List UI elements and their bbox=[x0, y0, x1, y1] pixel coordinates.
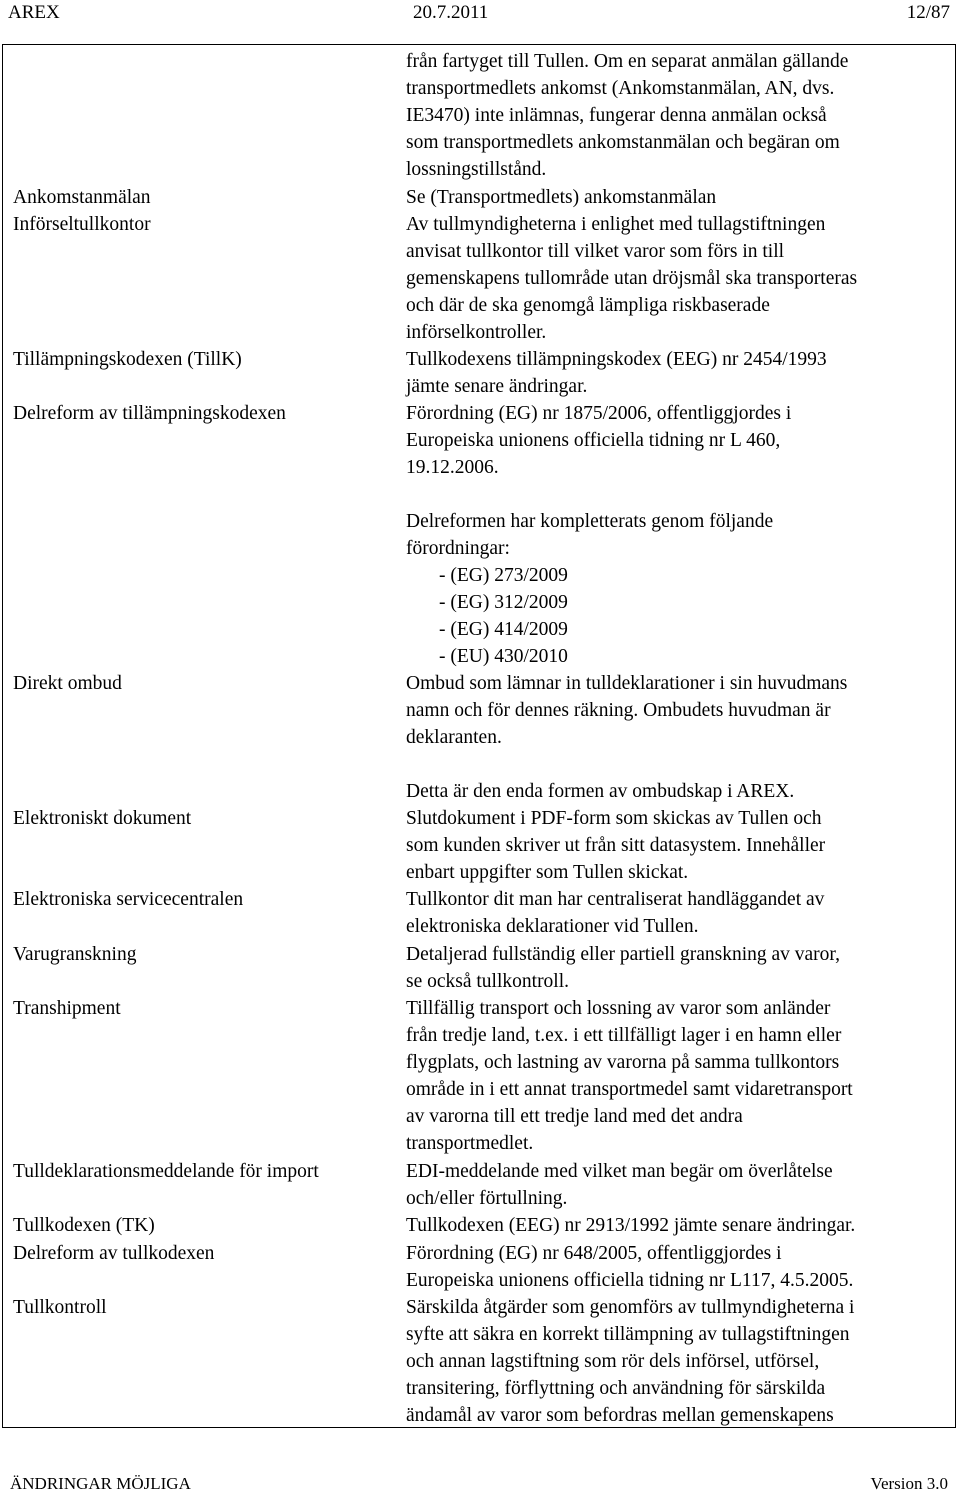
definition-line: Särskilda åtgärder som genomförs av tullmyndigheterna i bbox=[406, 1297, 855, 1318]
header-doc-name: AREX bbox=[8, 2, 60, 23]
definition-line: från tredje land, t.ex. i ett tillfälligt lager i en hamn eller bbox=[406, 1025, 842, 1046]
definition-line: Tullkontor dit man har centraliserat handläggandet av bbox=[406, 889, 825, 910]
definition-line: Av tullmyndigheterna i enlighet med tullagstiftningen bbox=[406, 214, 826, 235]
definition-line: Tillfällig transport och lossning av varor som anländer bbox=[406, 998, 831, 1019]
definition-line: av varorna till ett tredje land med det andra bbox=[406, 1106, 743, 1127]
definition-line: Ombud som lämnar in tulldeklarationer i sin huvudmans bbox=[406, 673, 848, 694]
definition-line: transitering, förflyttning och användning för särskilda bbox=[406, 1378, 826, 1399]
term: Tullkontroll bbox=[13, 1297, 107, 1318]
definition-line: jämte senare ändringar. bbox=[406, 376, 588, 397]
definition-line: EDI-meddelande med vilket man begär om överlåtelse bbox=[406, 1161, 833, 1182]
definition-line: Detta är den enda formen av ombudskap i AREX. bbox=[406, 781, 795, 802]
term: Transhipment bbox=[13, 998, 121, 1019]
definition-line: Förordning (EG) nr 648/2005, offentliggjordes i bbox=[406, 1243, 782, 1264]
term: Införseltullkontor bbox=[13, 214, 151, 235]
definition-line: förordningar: bbox=[406, 538, 510, 559]
definition-line: Tullkodexens tillämpningskodex (EEG) nr 2454/1993 bbox=[406, 349, 827, 370]
definition-line: IE3470) inte inlämnas, fungerar denna anmälan också bbox=[406, 105, 827, 126]
page-header bbox=[0, 2, 960, 24]
definition-line: 19.12.2006. bbox=[406, 457, 499, 478]
term: Varugranskning bbox=[13, 944, 137, 965]
definition-line: Europeiska unionens officiella tidning nr L 460, bbox=[406, 430, 781, 451]
definition-list-item: - (EG) 273/2009 bbox=[439, 565, 568, 586]
term: Tillämpningskodexen (TillK) bbox=[13, 349, 242, 370]
definition-line: från fartyget till Tullen. Om en separat anmälan gällande bbox=[406, 51, 849, 72]
definition-line: införselkontroller. bbox=[406, 322, 547, 343]
definition-line: deklaranten. bbox=[406, 727, 502, 748]
definition-line: och där de ska genomgå lämpliga riskbaserade bbox=[406, 295, 770, 316]
header-date: 20.7.2011 bbox=[413, 2, 489, 23]
definition-line: Europeiska unionens officiella tidning nr L117, 4.5.2005. bbox=[406, 1270, 854, 1291]
definition-line: lossningstillstånd. bbox=[406, 159, 547, 180]
term: Delreform av tillämpningskodexen bbox=[13, 403, 286, 424]
definition-line: som transportmedlets ankomstanmälan och begäran om bbox=[406, 132, 840, 153]
definition-line: syfte att säkra en korrekt tillämpning av tullagstiftningen bbox=[406, 1324, 850, 1345]
term: Delreform av tullkodexen bbox=[13, 1243, 215, 1264]
term: Elektroniskt dokument bbox=[13, 808, 192, 829]
definition-line: transportmedlets ankomst (Ankomstanmälan, AN, dvs. bbox=[406, 78, 835, 99]
definition-line: ändamål av varor som befordras mellan gemenskapens bbox=[406, 1405, 834, 1426]
footer-version: Version 3.0 bbox=[870, 1474, 948, 1493]
term: Tullkodexen (TK) bbox=[13, 1215, 155, 1236]
definition-line: som kunden skriver ut från sitt datasystem. Innehåller bbox=[406, 835, 826, 856]
footer-status: ÄNDRINGAR MÖJLIGA bbox=[10, 1474, 191, 1493]
definition-list-item: - (EU) 430/2010 bbox=[439, 646, 568, 667]
definition-line: och annan lagstiftning som rör dels införsel, utförsel, bbox=[406, 1351, 820, 1372]
definition-line: se också tullkontroll. bbox=[406, 971, 570, 992]
header-page-number: 12/87 bbox=[906, 2, 950, 23]
definition-line: anvisat tullkontor till vilket varor som förs in till bbox=[406, 241, 785, 262]
definition-line: Tullkodexen (EEG) nr 2913/1992 jämte senare ändringar. bbox=[406, 1215, 856, 1236]
definition-line: Förordning (EG) nr 1875/2006, offentliggjordes i bbox=[406, 403, 792, 424]
definition-line: Slutdokument i PDF-form som skickas av Tullen och bbox=[406, 808, 822, 829]
term: Direkt ombud bbox=[13, 673, 122, 694]
definition-line: gemenskapens tullområde utan dröjsmål ska transporteras bbox=[406, 268, 858, 289]
term: Ankomstanmälan bbox=[13, 187, 151, 208]
definition-list-item: - (EG) 414/2009 bbox=[439, 619, 568, 640]
definition-line: Se (Transportmedlets) ankomstanmälan bbox=[406, 187, 717, 208]
definition-line: Detaljerad fullständig eller partiell granskning av varor, bbox=[406, 944, 841, 965]
definition-line: och/eller förtullning. bbox=[406, 1188, 568, 1209]
definition-line: Delreformen har kompletterats genom följande bbox=[406, 511, 774, 532]
definition-line: elektroniska deklarationer vid Tullen. bbox=[406, 916, 699, 937]
term: Tulldeklarationsmeddelande för import bbox=[13, 1161, 319, 1182]
definition-line: transportmedlet. bbox=[406, 1133, 534, 1154]
definition-line: enbart uppgifter som Tullen skickat. bbox=[406, 862, 689, 883]
definition-line: namn och för dennes räkning. Ombudets huvudman är bbox=[406, 700, 831, 721]
definition-list-item: - (EG) 312/2009 bbox=[439, 592, 568, 613]
definition-line: flygplats, och lastning av varorna på samma tullkontors bbox=[406, 1052, 840, 1073]
term: Elektroniska servicecentralen bbox=[13, 889, 244, 910]
definition-line: område in i ett annat transportmedel samt vidaretransport bbox=[406, 1079, 853, 1100]
